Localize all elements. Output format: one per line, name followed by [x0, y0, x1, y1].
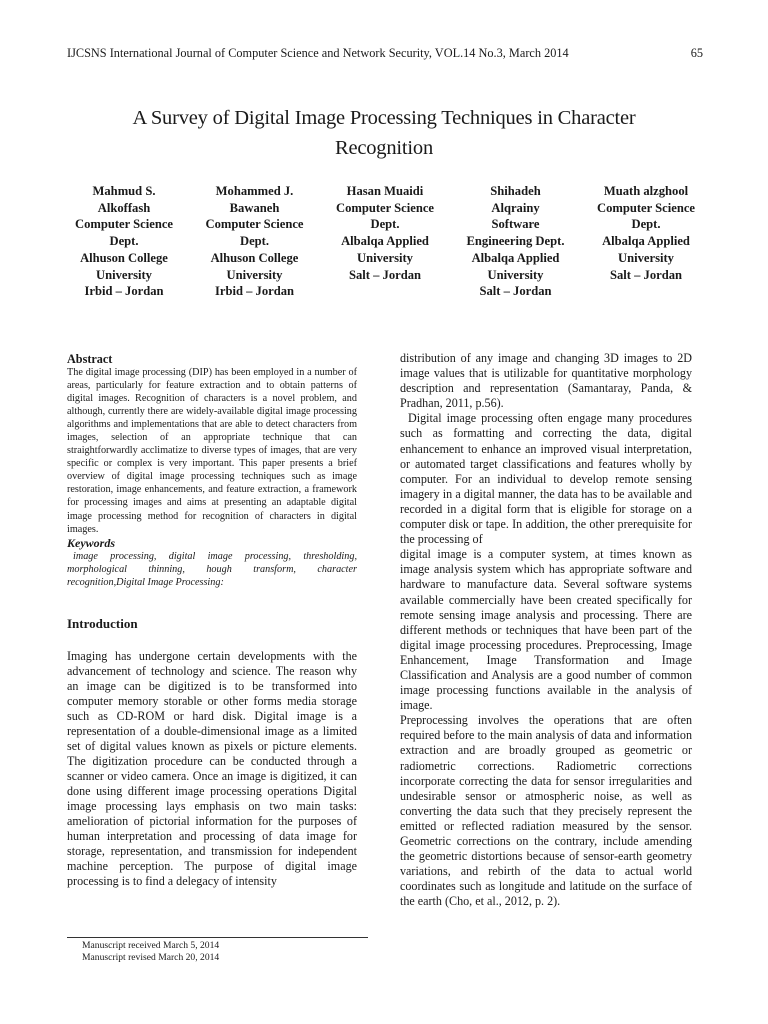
author-block	[454, 183, 578, 300]
author-line: Salt – Jordan	[609, 267, 683, 282]
author-line: Irbid – Jordan	[214, 284, 295, 299]
author-line: Salt – Jordan	[479, 284, 552, 299]
left-column	[67, 352, 357, 889]
author-line: Computer Science	[74, 217, 174, 232]
author-line: University	[226, 267, 283, 282]
introduction-heading: Introduction	[67, 615, 138, 631]
body-paragraph: Preprocessing involves the operations that are often required before to the main analysis of data and information extraction and are broadly grouped as geometric or radiometric corrections. Radiometric corrections incorporate correcting the data for sensor irregularities and undesirable sensor or atmospheric noise, as well as converting the data such that they precisely represent the emitted or reflected radiation measured by the sensor. Geometric corrections on the contrary, include amending the geometric distortions because of sensor-earth geometry variations, and rebirth of the data to actual world coordinates such as longitude and latitude on the surface of the earth (Cho, et al., 2012, p. 2).	[400, 713, 692, 909]
author-block	[584, 183, 708, 300]
manuscript-revised: Manuscript revised March 20, 2014	[82, 952, 220, 964]
author-line: Mahmud S.	[92, 184, 156, 198]
author-line: Salt – Jordan	[348, 267, 422, 282]
keywords-text: image processing, digital image processing, thresholding, morphological thinning, hough transform, character recognition,Digital Image Processing:	[67, 550, 357, 589]
author-line: Software	[491, 217, 540, 232]
author-line: University	[618, 250, 674, 265]
author-line: Albalqa Applied	[602, 234, 690, 249]
journal-citation: IJCSNS International Journal of Computer Science and Network Security, VOL.14 No.3, March 2014	[67, 46, 569, 60]
author-line: Hasan Muaidi	[346, 184, 424, 198]
introduction-text: Imaging has undergone certain developments with the advancement of technology and science. The reason why an image can be digitized is to be transformed into computer memory storable or other forms media storage such as CD-ROM or hard disk. Digital image is a representation of a double-dimensional image as a limited set of digital values known as pixels or picture elements. The digitization procedure can be conducted through a scanner or video camera. Once an image is digitized, it can done using different image processing operations Digital image processing lays emphasis on two main tasks: amelioration of pictorial information for the purposes of human interpretation and processing of data image for storage, representation, and transmission for independent machine perception. The purpose of digital image processing is to find a delegacy of intensity	[67, 648, 357, 889]
body-paragraph: digital image is a computer system, at times known as image analysis system which has appropriate software and hardware to manufacture data. Several software systems available commercially have been created specifically for remote sensing image analysis and processing. There are different methods or techniques that have been part of the digital image processing procedures. Preprocessing, Image Enhancement, Image Transformation and Image Classification and Analysis are a good number of common image processing functions available in the analysis of image.	[400, 547, 692, 713]
author-line: Computer Science	[335, 200, 435, 215]
paper-title	[40, 103, 728, 163]
author-line: Mohammed J.	[215, 184, 294, 198]
author-line: University	[96, 267, 152, 282]
author-line: Albalqa Applied	[471, 250, 560, 265]
author-line: Alhuson College	[80, 250, 168, 265]
manuscript-footnote	[82, 940, 219, 964]
body-paragraph: distribution of any image and changing 3D images to 2D image values that is utilizable for quantitative morphology description and representation (Samantaray, Panda, & Pradhan, 2011, p.56).	[400, 351, 692, 411]
author-line: University	[487, 267, 544, 282]
footnote-divider	[67, 937, 368, 938]
author-line: Alqrainy	[491, 200, 540, 215]
author-block	[193, 183, 317, 300]
paper-title-line-2: Recognition	[334, 137, 433, 159]
abstract-heading: Abstract	[67, 352, 113, 366]
author-line: Computer Science	[596, 200, 696, 215]
author-line: Irbid – Jordan	[84, 284, 164, 299]
paper-title-line-1: A Survey of Digital Image Processing Techniques in Character	[132, 107, 636, 129]
abstract-text: The digital image processing (DIP) has been employed in a number of areas, particularly for feature extraction and to obtain patterns of digital images. Recognition of characters is a novel problem, and although, currently there are widely-available digital image processing algorithms and implementations that are able to detect characters from images, selection of an appropriate technique that can straightforwardly acclimatize to diverse types of images, that are very specific or complex is very important. This paper presents a brief overview of digital image processing techniques such as image restoration, image enhancements, and feature extraction, a framework for processing images and aims at presenting an adaptable digital image processing method for recognition of characters in digital images.	[67, 367, 357, 535]
author-line: Muath alzghool	[603, 184, 689, 198]
author-list	[62, 183, 708, 300]
author-line: Dept.	[239, 234, 270, 249]
author-line: Dept.	[109, 234, 139, 249]
author-line: Computer Science	[205, 217, 304, 232]
author-line: Alhuson College	[210, 250, 299, 265]
author-line: Dept.	[370, 217, 400, 232]
manuscript-received: Manuscript received March 5, 2014	[82, 940, 220, 951]
author-line: Albalqa Applied	[341, 234, 429, 249]
keywords-heading: Keywords	[67, 535, 115, 550]
author-line: Bawaneh	[229, 200, 280, 215]
author-line: Shihadeh	[490, 184, 541, 198]
body-paragraph: Digital image processing often engage many procedures such as formatting and correcting the data, digital enhancement to enhance an improved visual interpretation, or automated target classifications and features wholly by computer. For an individual to develop remote sensing imagery in a digital manner, the data has to be available and recorded in a digital form that is eligible for storage on a computer disk or tape. In addition, the other prerequisite for the processing of	[400, 411, 692, 547]
author-line: Engineering Dept.	[466, 234, 565, 249]
author-line: Dept.	[631, 217, 661, 232]
page-number: 65	[690, 46, 703, 60]
author-line: Alkoffash	[97, 200, 151, 215]
author-block	[62, 183, 186, 300]
author-line: University	[357, 250, 413, 265]
right-column	[400, 351, 692, 909]
author-block	[323, 183, 447, 300]
